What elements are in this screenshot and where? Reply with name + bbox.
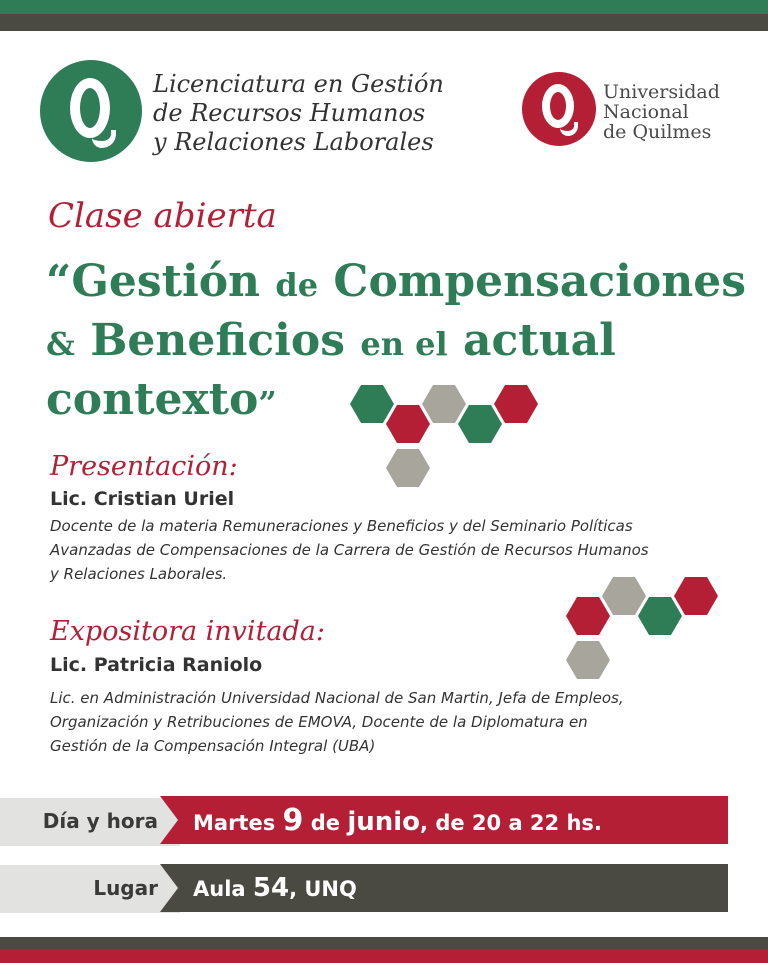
title-word-gestion: Gestión (71, 256, 261, 307)
title-close-quote: ” (258, 384, 277, 422)
guest-name: Lic. Patricia Raniolo (50, 654, 263, 676)
university-line-1: Universidad (603, 81, 720, 103)
date-value (193, 803, 602, 838)
university-line-3: de Quilmes (603, 121, 712, 143)
location-value (193, 873, 357, 903)
date-day: 9 (282, 803, 304, 838)
location-number: 54 (252, 873, 290, 903)
date-month: junio (347, 807, 421, 837)
event-title (46, 254, 746, 431)
title-line-2 (46, 313, 746, 372)
date-time: , de 20 a 22 hs. (420, 811, 602, 835)
presenter-desc-line-2: Avanzadas de Compensaciones de la Carrera de Gestión de Recursos Humanos (50, 541, 649, 559)
title-word-actual: actual (462, 315, 616, 366)
bottom-dark-band (0, 937, 768, 949)
presenter-name: Lic. Cristian Uriel (50, 488, 235, 510)
location-rest: , UNQ (289, 877, 357, 901)
university-name (603, 82, 720, 142)
location-label: Lugar (93, 876, 158, 900)
presenter-desc-line-1: Docente de la materia Remuneraciones y Beneficios y del Seminario Políticas (50, 517, 633, 535)
title-word-en-el: en el (360, 325, 448, 363)
university-line-2: Nacional (603, 101, 689, 123)
title-ampersand: & (46, 325, 75, 363)
program-line-1: Licenciatura en Gestión (153, 70, 444, 98)
presenter-desc-line-3: y Relaciones Laborales. (50, 565, 228, 583)
guest-desc-line-2: Organización y Retribuciones de EMOVA, Docente de la Diplomatura en (50, 713, 588, 731)
presenter-description (50, 514, 649, 586)
title-word-contexto: contexto (46, 374, 259, 425)
title-line-1 (46, 254, 746, 313)
title-word-beneficios: Beneficios (90, 315, 346, 366)
top-green-band (0, 0, 768, 14)
university-q-logo (522, 72, 596, 146)
title-word-compensaciones: Compensaciones (333, 256, 746, 307)
date-label: Día y hora (42, 809, 158, 833)
guest-desc-line-1: Lic. en Administración Universidad Nacional de San Martin, Jefa de Empleos, (50, 689, 624, 707)
title-open-quote: “ (46, 256, 72, 307)
bottom-red-band (0, 949, 768, 963)
event-type: Clase abierta (48, 196, 277, 236)
hexagon-decoration (674, 577, 718, 615)
program-line-2: de Recursos Humanos (153, 99, 426, 127)
guest-description (50, 686, 624, 758)
hexagon-decoration (386, 449, 430, 487)
guest-heading: Expositora invitada: (50, 616, 325, 647)
date-de: de (310, 811, 340, 835)
hexagon-decoration (638, 597, 682, 635)
top-dark-band (0, 14, 768, 31)
guest-desc-line-3: Gestión de la Compensación Integral (UBA) (50, 737, 376, 755)
program-name (153, 70, 444, 157)
program-line-3: y Relaciones Laborales (153, 128, 434, 156)
presentation-heading: Presentación: (50, 451, 238, 482)
hexagon-decoration (566, 597, 610, 635)
hexagon-decoration (566, 641, 610, 679)
date-weekday: Martes (193, 811, 276, 835)
location-aula: Aula (193, 877, 246, 901)
program-q-logo (40, 60, 142, 162)
title-word-de: de (275, 266, 319, 304)
